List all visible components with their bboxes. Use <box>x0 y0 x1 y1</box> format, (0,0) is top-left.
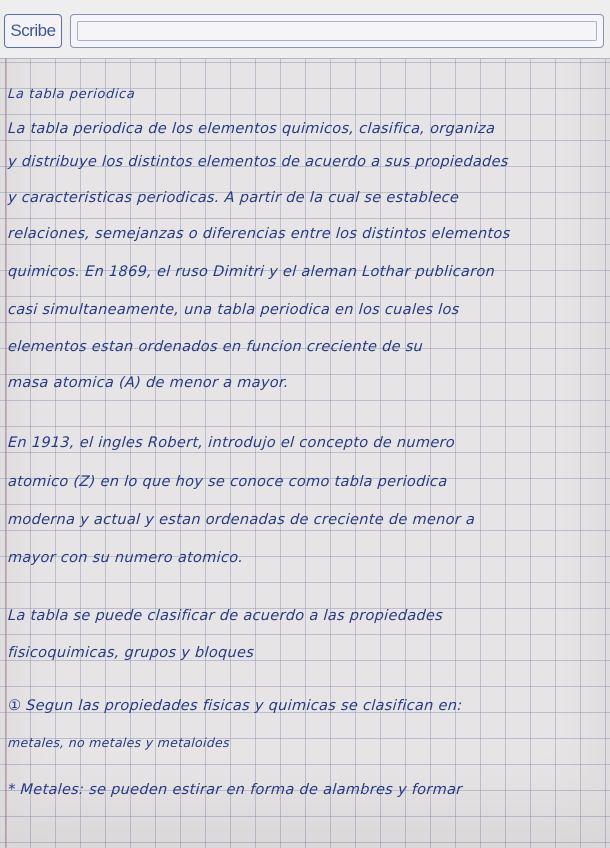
note-line: La tabla se puede clasificar de acuerdo a las propiedades <box>7 608 444 624</box>
note-line: mayor con su numero atomico. <box>7 550 244 566</box>
note-line: fisicoquimicas, grupos y bloques <box>7 645 255 661</box>
note-line: casi simultaneamente, una tabla periodica en los cuales los <box>7 302 461 318</box>
note-line: y caracteristicas periodicas. A partir de la cual se establece <box>7 190 460 206</box>
note-line: relaciones, semejanzas o diferencias entre los distintos elementos <box>7 226 512 242</box>
note-line: moderna y actual y estan ordenadas de creciente de menor a <box>7 512 476 528</box>
note-line: En 1913, el ingles Robert, introdujo el concepto de numero <box>7 435 456 451</box>
margin-line <box>5 58 7 848</box>
note-line: atomico (Z) en lo que hoy se conoce como tabla periodica <box>7 474 448 490</box>
notebook-header <box>0 0 610 59</box>
note-line: y distribuye los distintos elementos de acuerdo a sus propiedades <box>7 154 510 170</box>
scribe-logo: Scribe <box>4 14 62 48</box>
header-title-field <box>70 14 604 48</box>
note-line: La tabla periodica de los elementos quimicos, clasifica, organiza <box>7 121 496 137</box>
note-line: metales, no metales y metaloides <box>7 735 231 750</box>
note-line: quimicos. En 1869, el ruso Dimitri y el aleman Lothar publicaron <box>7 264 496 280</box>
note-title: La tabla periodica <box>7 87 136 102</box>
note-line: masa atomica (A) de menor a mayor. <box>7 375 290 391</box>
note-line: ① Segun las propiedades fisicas y quimicas se clasifican en: <box>7 698 463 714</box>
note-line: * Metales: se pueden estirar en forma de alambres y formar <box>7 782 464 798</box>
note-line: elementos estan ordenados en funcion creciente de su <box>7 339 424 355</box>
header-field-frame <box>77 21 597 41</box>
